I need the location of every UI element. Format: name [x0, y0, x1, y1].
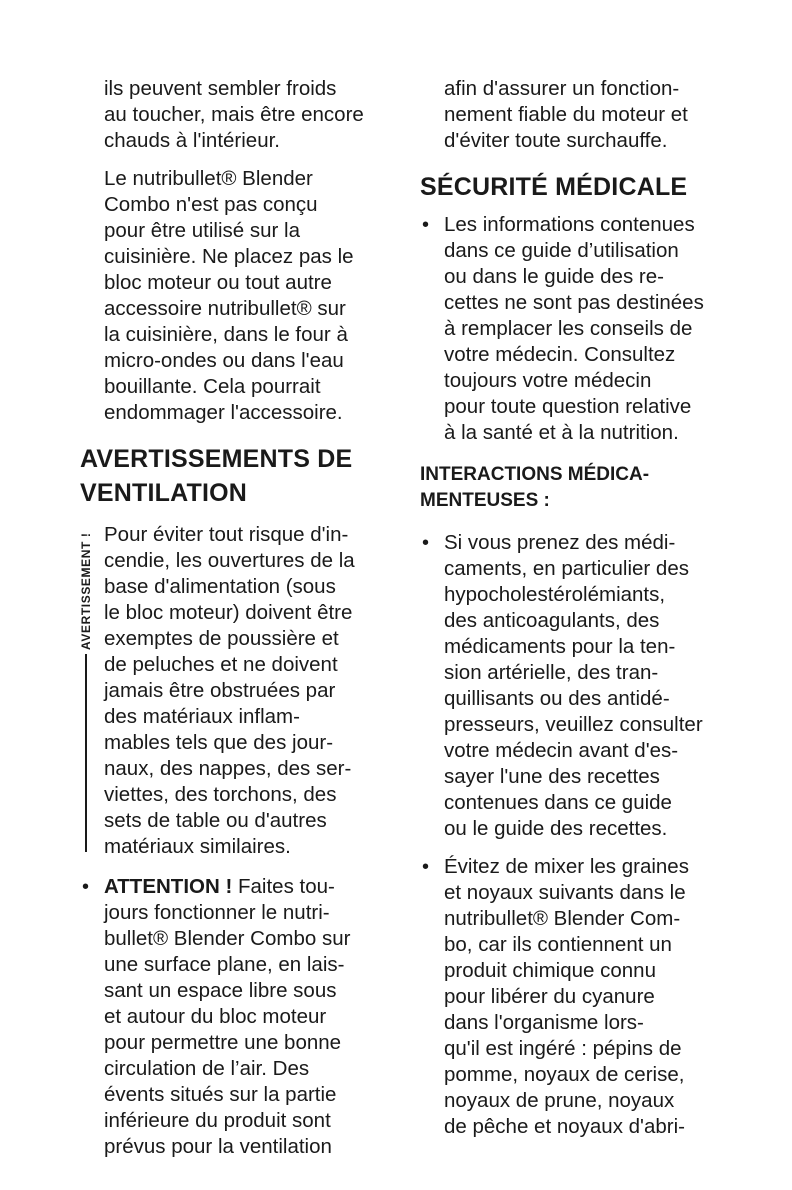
- right-column: [420, 76, 730, 1140]
- attention-bullet: [80, 874, 390, 1160]
- text-line: cendie, les ouvertures de la: [104, 549, 355, 572]
- seeds-bullet: [420, 854, 730, 1140]
- text-line: au toucher, mais être encore: [104, 103, 364, 126]
- seeds-paragraph: [444, 854, 730, 1140]
- text-line: Si vous prenez des médi-: [444, 531, 676, 554]
- text-line: ou le guide des recettes.: [444, 817, 668, 840]
- text-line: toujours votre médecin: [444, 369, 652, 392]
- bullet-marker: •: [82, 876, 90, 898]
- text-line: sayer l'une des recettes: [444, 765, 660, 788]
- text-line: viettes, des torchons, des: [104, 783, 337, 806]
- text-line: nement fiable du moteur et: [444, 103, 688, 126]
- text-line: jamais être obstruées par: [104, 679, 336, 702]
- text-line: quillisants ou des antidé-: [444, 687, 670, 710]
- text-line: matériaux similaires.: [104, 835, 291, 858]
- left-column: [80, 76, 390, 1160]
- text-line: bloc moteur ou tout autre: [104, 271, 332, 294]
- text-line: bo, car ils contiennent un: [444, 933, 672, 956]
- text-line: Combo n'est pas conçu: [104, 193, 318, 216]
- text-line: inférieure du produit sont: [104, 1109, 331, 1132]
- heading-line: MENTEUSES :: [420, 490, 550, 511]
- text-line: hypocholestérolémiants,: [444, 583, 666, 606]
- text-line: jours fonctionner le nutri-: [104, 901, 330, 924]
- text-line: [104, 874, 390, 900]
- heading-line: VENTILATION: [80, 479, 248, 507]
- text-line: pour libérer du cyanure: [444, 985, 655, 1008]
- text-line: pour permettre une bonne: [104, 1031, 342, 1054]
- text-line: sant un espace libre sous: [104, 979, 337, 1002]
- drug-interactions-heading: [420, 462, 730, 514]
- text-line: de peluches et ne doivent: [104, 653, 338, 676]
- medical-info-paragraph: [444, 212, 730, 446]
- medications-bullet: [420, 530, 730, 842]
- text-line: et autour du bloc moteur: [104, 1005, 327, 1028]
- text-line: pomme, noyaux de cerise,: [444, 1063, 685, 1086]
- text-line: cuisinière. Ne placez pas le: [104, 245, 354, 268]
- text-line: qu'il est ingéré : pépins de: [444, 1037, 682, 1060]
- text-line: micro-ondes ou dans l'eau: [104, 349, 344, 372]
- text-line: prévus pour la ventilation: [104, 1135, 332, 1158]
- text-line: endommager l'accessoire.: [104, 401, 343, 424]
- text-line: évents situés sur la partie: [104, 1083, 337, 1106]
- text-line: Évitez de mixer les graines: [444, 855, 689, 878]
- text-line: bullet® Blender Combo sur: [104, 927, 351, 950]
- text-line: d'éviter toute surchauffe.: [444, 129, 668, 152]
- text-line: noyaux de prune, noyaux: [444, 1089, 675, 1112]
- text-line: la cuisinière, dans le four à: [104, 323, 348, 346]
- heading-line: INTERACTIONS MÉDICA-: [420, 464, 650, 485]
- text-line: Pour éviter tout risque d'in-: [104, 523, 349, 546]
- stove-warning-paragraph: [104, 166, 390, 426]
- text-line: sets de table ou d'autres: [104, 809, 327, 832]
- text-line: sion artérielle, des tran-: [444, 661, 659, 684]
- text-line: Le nutribullet® Blender: [104, 167, 313, 190]
- text-line: base d'alimentation (sous: [104, 575, 336, 598]
- attention-first-line: Faites tou-: [232, 875, 335, 898]
- text-line: médicaments pour la ten-: [444, 635, 676, 658]
- text-line: dans ce guide d’utilisation: [444, 239, 679, 262]
- heading-line: AVERTISSEMENTS DE: [80, 445, 353, 473]
- text-line: votre médecin avant d'es-: [444, 739, 679, 762]
- text-line: circulation de l’air. Des: [104, 1057, 310, 1080]
- text-line: produit chimique connu: [444, 959, 656, 982]
- text-line: nutribullet® Blender Com-: [444, 907, 681, 930]
- fire-warning-paragraph: [104, 522, 390, 860]
- text-line: caments, en particulier des: [444, 557, 689, 580]
- text-line: mables tels que des jour-: [104, 731, 334, 754]
- text-line: bouillante. Cela pourrait: [104, 375, 321, 398]
- text-line: une surface plane, en lais-: [104, 953, 345, 976]
- bullet-marker: •: [422, 214, 430, 236]
- text-line: pour toute question relative: [444, 395, 692, 418]
- text-line: et noyaux suivants dans le: [444, 881, 686, 904]
- text-line: à remplacer les conseils de: [444, 317, 693, 340]
- text-line: naux, des nappes, des ser-: [104, 757, 352, 780]
- text-line: le bloc moteur) doivent être: [104, 601, 353, 624]
- medications-paragraph: [444, 530, 730, 842]
- heading-line: SÉCURITÉ MÉDICALE: [420, 173, 688, 201]
- side-label-text: AVERTISSEMENT !: [79, 532, 93, 650]
- text-line: votre médecin. Consultez: [444, 343, 676, 366]
- ventilation-heading: [80, 442, 390, 510]
- text-line: presseurs, veuillez consulter: [444, 713, 703, 736]
- text-line: accessoire nutribullet® sur: [104, 297, 346, 320]
- text-line: des matériaux inflam-: [104, 705, 300, 728]
- text-line: à la santé et à la nutrition.: [444, 421, 679, 444]
- text-line: chauds à l'intérieur.: [104, 129, 280, 152]
- text-line: ou dans le guide des re-: [444, 265, 664, 288]
- text-line: dans l'organisme lors-: [444, 1011, 644, 1034]
- text-line: des anticoagulants, des: [444, 609, 660, 632]
- medical-info-bullet: [420, 212, 730, 446]
- text-line: ils peuvent sembler froids: [104, 77, 337, 100]
- intro-paragraph: [104, 76, 390, 154]
- side-rule: [85, 654, 87, 852]
- bullet-marker: •: [422, 856, 430, 878]
- text-line: de pêche et noyaux d'abri-: [444, 1115, 685, 1138]
- text-line: exemptes de poussière et: [104, 627, 339, 650]
- medical-safety-heading: [420, 170, 730, 204]
- text-line: pour être utilisé sur la: [104, 219, 300, 242]
- text-line: afin d'assurer un fonction-: [444, 77, 680, 100]
- text-line: Les informations contenues: [444, 213, 695, 236]
- attention-label: ATTENTION !: [104, 875, 233, 898]
- text-line: contenues dans ce guide: [444, 791, 672, 814]
- attention-paragraph: [104, 874, 390, 1160]
- text-line: cettes ne sont pas destinées: [444, 291, 704, 314]
- bullet-marker: •: [422, 532, 430, 554]
- continued-paragraph: [420, 76, 730, 154]
- warning-side-label: [78, 520, 94, 852]
